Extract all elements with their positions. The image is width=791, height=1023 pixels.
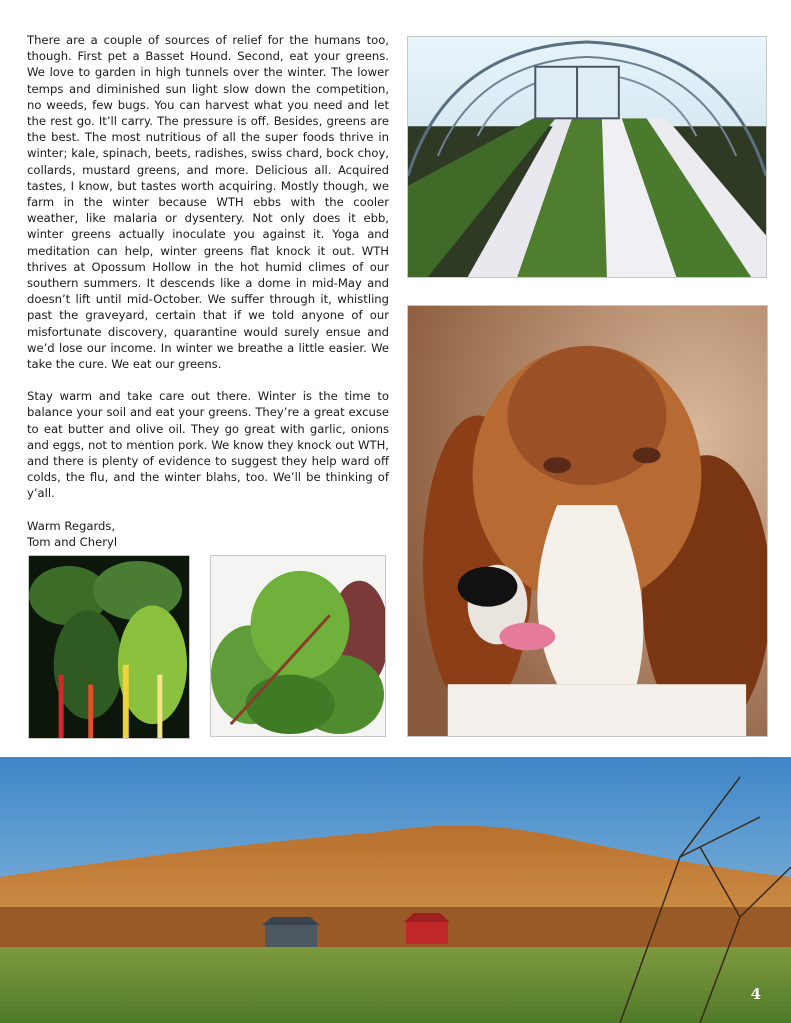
signature-line: Tom and Cheryl [27,534,118,549]
basset-hound-photo [407,305,768,737]
farm-landscape-photo [0,757,791,1023]
closing-line: Warm Regards, [27,518,116,533]
high-tunnel-photo [407,36,767,278]
article-paragraph-1: There are a couple of sources of relief for the humans too, though. First pet a Basset Hound. Second, eat your greens. We love to garden in high tunnels over the winter. The lower temps and diminished sun light slow down the competition, no weeds, few bugs. You can harvest what you need and let the rest go. It’ll carry. The pressure is off. Besides, greens are the best. The most nutritious of all the super foods thrive in winter; kale, spinach, beets, radishes, swiss chard, bock choy, collards, mustard greens, and more. Delicious all. Acquired tastes, I know, but tastes worth acquiring. Mostly though, we farm in the winter because WTH ebbs with the cooler weather, like malaria or dysentery. Not only does it ebb, winter greens actually inoculate you against it. Yoga and meditation can help, winter greens flat knock it out. WTH thrives at Opossum Hollow in the hot humid climes of our southern summers. It descends like a dome in mid-May and doesn’t lift until mid-October. We suffer through it, whistling past the graveyard, certain that if we told anyone of our misfortunate discovery, quarantine would surely ensue and we’d lose our income. In winter we breathe a little easier. We take the cure. We eat our greens. [27,33,389,372]
swiss-chard-photo [28,555,190,739]
article-text [27,32,389,550]
article-paragraph-2: Stay warm and take care out there. Winter is the time to balance your soil and eat your greens. They’re a great excuse to eat butter and olive oil. They go great with garlic, onions and eggs, not to mention pork. We know they knock out WTH, and there is plenty of evidence to suggest they help ward off colds, the flu, and the winter blahs, too. We’ll be thinking of y’all. [27,389,389,501]
page-number: 4 [750,985,761,1003]
salad-greens-photo [210,555,386,737]
